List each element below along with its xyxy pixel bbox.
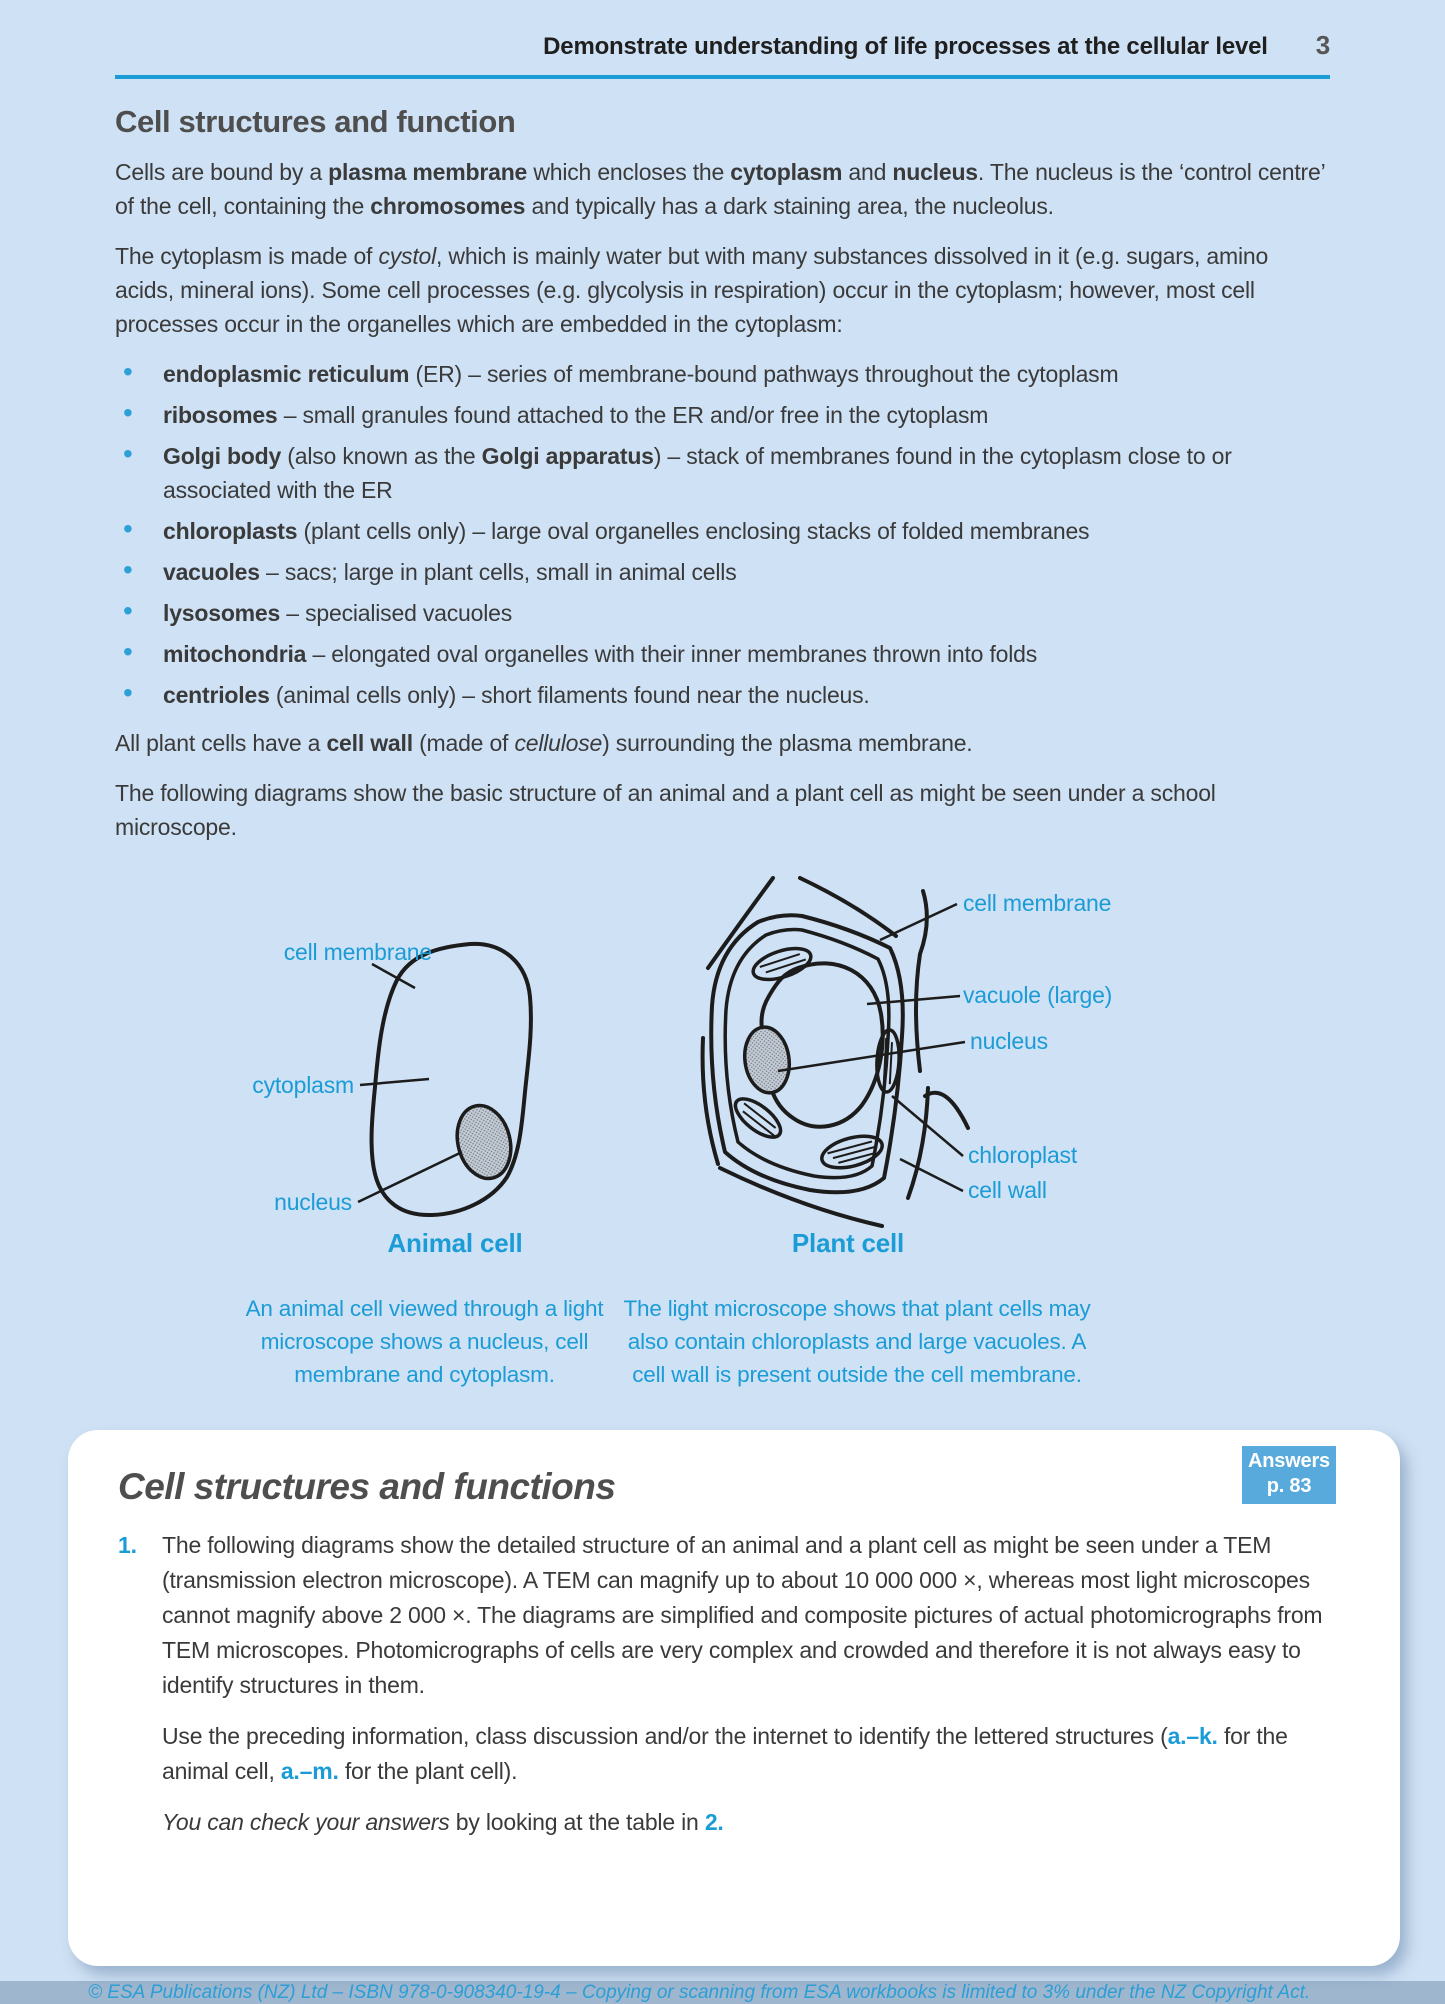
question-paragraph: You can check your answers by looking at the table in 2. [162,1809,724,1835]
leader-line-vacuole [867,996,960,1004]
paragraph-diagram-intro: The following diagrams show the basic structure of an animal and a plant cell as might be seen under a school microscope. [115,780,1216,840]
question-number: 1. [118,1532,137,1558]
plant-cell-diagram [630,856,1130,1251]
cell-diagrams [0,860,1445,1402]
question-paragraph: Use the preceding information, class discussion and/or the internet to identify the lettered structures (a.–k. for the animal cell, a.–m. for the plant cell). [162,1723,1288,1784]
paragraph-cell-wall: All plant cells have a cell wall (made of cellulose) surrounding the plasma membrane. [115,730,973,756]
list-item: • chloroplasts (plant cells only) – large oval organelles enclosing stacks of folded membranes [115,514,1330,548]
paragraph-membrane: Cells are bound by a plasma membrane which encloses the cytoplasm and nucleus. The nucleus is the ‘control centre’ of the cell, containing the chromosomes and typically has a dark staining area, the nucleolus. [115,159,1325,219]
animal-cell-title: Animal cell [387,1228,523,1258]
animal-cell-diagram [222,902,552,1232]
label-cell-wall: cell wall [968,1177,1047,1203]
answers-badge-label: Answers [1248,1450,1330,1472]
organelle-list [115,357,1330,712]
main-content [0,79,1445,844]
label-cell-membrane: cell membrane [283,939,432,965]
label-cell-membrane: cell membrane [963,890,1112,916]
label-nucleus: nucleus [274,1189,352,1215]
page-number: 3 [1315,30,1330,60]
leader-line-cell-membrane [880,904,957,940]
leader-line-cytoplasm [360,1079,429,1085]
plant-nucleus [741,1024,794,1095]
copyright-footer: © ESA Publications (NZ) Ltd – ISBN 978-0-908340-19-4 – Copying or scanning from ESA workbooks is limited to 3% under the NZ Copyright Act. [88,1982,1311,2003]
label-vacuole: vacuole (large) [963,982,1113,1008]
paragraph-cytoplasm: The cytoplasm is made of cystol, which is mainly water but with many substances dissolved in it (e.g. sugars, amino acids, mineral ions). Some cell processes (e.g. glycolysis in respiration) occur in the cytoplasm; however, most cell processes occur in the organelles which are embedded in the cytoplasm: [115,243,1269,337]
list-item: • vacuoles – sacs; large in plant cells, small in animal cells [115,555,1330,589]
label-cytoplasm: cytoplasm [252,1072,354,1098]
list-item: • centrioles (animal cells only) – short filaments found near the nucleus. [115,678,1330,712]
answers-badge [1242,1446,1336,1504]
question-box-title: Cell structures and functions [118,1466,616,1507]
label-nucleus: nucleus [970,1028,1048,1054]
question-text [162,1528,1342,1856]
question-paragraph: The following diagrams show the detailed structure of an animal and a plant cell as might be seen under a TEM (transmission electron microscope). A TEM can magnify up to about 10 000 000 ×, whereas most light microscopes cannot magnify above 2 000 ×. The diagrams are simplified and composite pictures of actual photomicrographs from TEM microscopes. Photomicrographs of cells are very complex and crowded and therefore it is not always easy to identify structures in them. [162,1532,1323,1698]
section-title: Cell structures and function [115,104,516,139]
neighbour-wall [925,1093,968,1128]
neighbour-wall [800,878,896,936]
label-chloroplast: chloroplast [968,1142,1078,1168]
neighbour-wall [908,1088,928,1198]
list-item: • mitochondria – elongated oval organelles with their inner membranes thrown into folds [115,637,1330,671]
question-1 [118,1528,1342,1856]
plant-cell-title: Plant cell [791,1228,905,1258]
animal-cell-caption: An animal cell viewed through a light microscope shows a nucleus, cell membrane and cytoplasm. [245,1296,604,1387]
leader-line-cell-wall [900,1159,963,1191]
neighbour-wall [720,1168,882,1226]
neighbour-wall [708,878,773,968]
list-item: • Golgi body (also known as the Golgi apparatus) – stack of membranes found in the cytoplasm close to or associated with the ER [115,439,1330,507]
list-item: • lysosomes – specialised vacuoles [115,596,1330,630]
header-title: Demonstrate understanding of life processes at the cellular level [543,33,1268,60]
answers-badge-page: p. 83 [1266,1475,1312,1497]
animal-cell-membrane-outline [372,944,531,1215]
list-item: • ribosomes – small granules found attached to the ER and/or free in the cytoplasm [115,398,1330,432]
leader-line-nucleus [778,1042,965,1071]
page-header [0,0,1445,79]
question-box [68,1430,1400,1966]
plant-cell-caption: The light microscope shows that plant cells may also contain chloroplasts and large vacuoles. A cell wall is present outside the cell membrane. [623,1296,1091,1387]
list-item: • endoplasmic reticulum (ER) – series of membrane-bound pathways throughout the cytoplasm [115,357,1330,391]
